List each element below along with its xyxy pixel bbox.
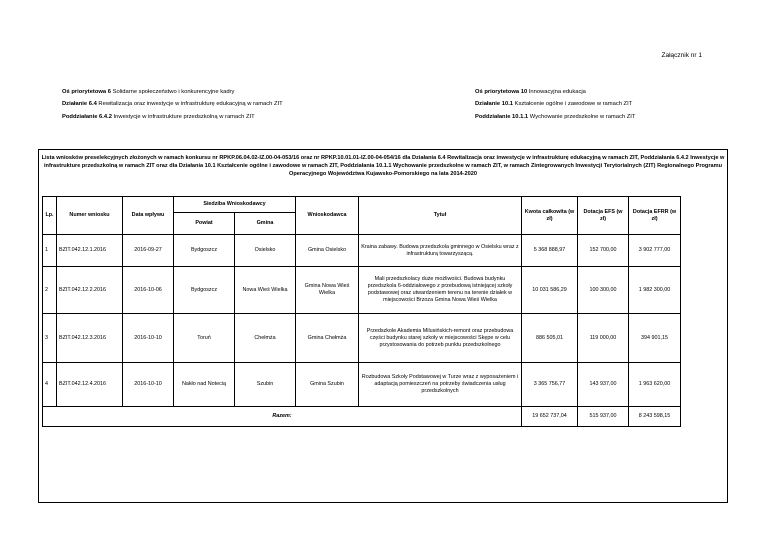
total-label: Razem: <box>43 407 522 427</box>
cell-efs: 119 000,00 <box>578 314 629 363</box>
cell-data: 2016-09-27 <box>123 235 174 267</box>
cell-kwota: 10 031 586,29 <box>522 267 578 314</box>
header-data: Data wpływu <box>123 197 174 235</box>
cell-efrr: 1 982 300,00 <box>629 267 681 314</box>
left-axis: Oś priorytetowa 6 Solidarne społeczeństwo i konkurencyjne kadry <box>62 89 235 95</box>
cell-tytul: Kraina zabawy. Budowa przedszkola gminnego w Osielsku wraz z infrastrukturą towarzyszącą. <box>359 235 522 267</box>
table-row <box>43 363 681 407</box>
right-axis: Oś priorytetowa 10 Innowacyjna edukacja <box>475 89 586 95</box>
cell-kwota: 5 368 888,97 <box>522 235 578 267</box>
cell-gmina: Szubin <box>235 363 296 407</box>
cell-powiat: Bydgoszcz <box>174 267 235 314</box>
cell-data: 2016-10-06 <box>123 267 174 314</box>
total-efs: 515 937,00 <box>578 407 629 427</box>
header-tytul: Tytuł <box>359 197 522 235</box>
cell-powiat: Nakło nad Notecią <box>174 363 235 407</box>
cell-kwota: 886 505,01 <box>522 314 578 363</box>
cell-lp: 1 <box>43 235 57 267</box>
cell-data: 2016-10-10 <box>123 363 174 407</box>
table-row <box>43 235 681 267</box>
cell-gmina: Nowa Wieś Wielka <box>235 267 296 314</box>
list-title: Lista wniosków preselekcyjnych złożonych w ramach konkursu nr RPKP.06.04.02-IZ.00-04-053/16 oraz nr RPKP.10.01.01-IZ.00-04-054/16 dla Działania 6.4 Rewitalizacja oraz inwestycje w infrastrukturę edukacyjną w ramach ZIT, Poddziałania 6.4.2 Inwestycje w infrastrukture przedszkolną w ramach ZIT oraz dla Działania 10.1 Kształcenie ogólne i zawodowe w ramach ZIT, Poddziałania 10.1.1 Wychowanie przedszkolne w ramach ZIT, w ramach Zintegrowanych Inwestycji Terytorialnych (ZIT) Regionalnego Programu Operacyjnego Województwa Kujawsko-Pomorskiego na lata 2014-2020 <box>41 155 725 177</box>
header-powiat: Powiat <box>174 213 235 235</box>
cell-gmina: Osielsko <box>235 235 296 267</box>
cell-gmina: Chełmża <box>235 314 296 363</box>
table-row <box>43 314 681 363</box>
total-row <box>43 407 681 427</box>
cell-wnioskodawca: Gmina Szubin <box>296 363 359 407</box>
cell-tytul: Mali przedszkolacy duże możliwości. Budowa budynku przedszkola 6-oddziałowego z przebudową istniejącej szkoły podstawowej oraz utwardzeniem terenu na terenie działek w miejscowości Brzoza Gmina Nowa Wieś Wielka <box>359 267 522 314</box>
header-kwota: Kwota całkowita (w zł) <box>522 197 578 235</box>
header-lp: Lp. <box>43 197 57 235</box>
cell-tytul: Przedszkole Akademia Milusińskich-remont oraz przebudowa części budynku starej szkoły w miejscowości Skępe w celu przystosowania do potrzeb punktu przedszkolnego <box>359 314 522 363</box>
applications-table <box>42 196 681 427</box>
cell-efs: 100 300,00 <box>578 267 629 314</box>
cell-tytul: Rozbudowa Szkoły Podstawowej w Turze wraz z wyposażeniem i adaptacją pomieszczeń na potrzeby świadczenia usług przedszkolnych <box>359 363 522 407</box>
cell-powiat: Bydgoszcz <box>174 235 235 267</box>
cell-numer: BZIT.042.12.3.2016 <box>57 314 123 363</box>
right-action: Działanie 10.1 Kształcenie ogólne i zawodowe w ramach ZIT <box>475 101 633 107</box>
table-row <box>43 267 681 314</box>
total-efrr: 8 243 598,15 <box>629 407 681 427</box>
total-kwota: 19 652 737,04 <box>522 407 578 427</box>
cell-numer: BZIT.042.12.2.2016 <box>57 267 123 314</box>
cell-efs: 152 700,00 <box>578 235 629 267</box>
cell-wnioskodawca: Gmina Nowa Wieś Wielka <box>296 267 359 314</box>
cell-numer: BZIT.042.12.1.2016 <box>57 235 123 267</box>
cell-efrr: 3 902 777,00 <box>629 235 681 267</box>
header-siedziba: Siedziba Wnioskodawcy <box>174 197 296 213</box>
header-numer: Numer wniosku <box>57 197 123 235</box>
cell-wnioskodawca: Gmina Osielsko <box>296 235 359 267</box>
cell-lp: 2 <box>43 267 57 314</box>
cell-powiat: Toruń <box>174 314 235 363</box>
attachment-label: Załącznik nr 1 <box>661 52 702 59</box>
cell-efrr: 394 901,15 <box>629 314 681 363</box>
header-efs: Dotacja EFS (w zł) <box>578 197 629 235</box>
cell-efrr: 1 963 620,00 <box>629 363 681 407</box>
left-subaction: Poddziałanie 6.4.2 Inwestycje w infrastrukture przedszkolną w ramach ZIT <box>62 114 255 120</box>
cell-efs: 143 937,00 <box>578 363 629 407</box>
header-gmina: Gmina <box>235 213 296 235</box>
cell-lp: 4 <box>43 363 57 407</box>
cell-lp: 3 <box>43 314 57 363</box>
cell-kwota: 3 365 756,77 <box>522 363 578 407</box>
cell-wnioskodawca: Gmina Chełmża <box>296 314 359 363</box>
cell-data: 2016-10-10 <box>123 314 174 363</box>
header-efrr: Dotacja EFRR (w zł) <box>629 197 681 235</box>
right-subaction: Poddziałanie 10.1.1 Wychowanie przedszkolne w ramach ZIT <box>475 114 636 120</box>
left-action: Działanie 6.4 Rewitalizacja oraz inwestycje w infrastrukturę edukacyjną w ramach ZIT <box>62 101 283 107</box>
cell-numer: BZIT.042.12.4.2016 <box>57 363 123 407</box>
header-wnioskodawca: Wnioskodawca <box>296 197 359 235</box>
